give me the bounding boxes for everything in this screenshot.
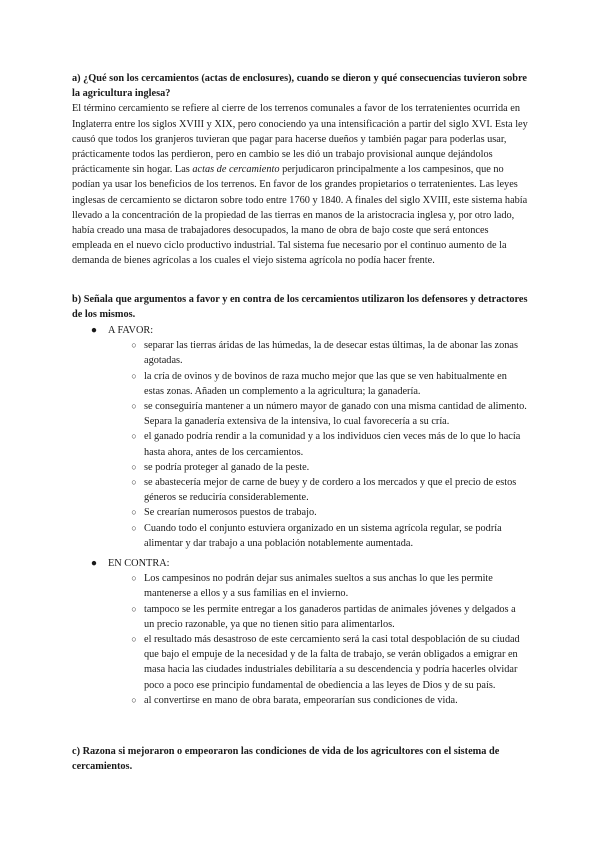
list-item [72,399,528,429]
favor-items [72,338,528,551]
list-item-text: separar las tierras áridas de las húmedas, la de desecar estas últimas, la de abonar las zonas agotadas. [144,340,518,367]
list-item-text: la cría de ovinos y de bovinos de raza mucho mejor que las que se ven habitualmente en estas zonas. Añaden un complemento a la agricultura; la ganadería. [144,370,507,397]
list-item-text: al convertirse en mano de obra barata, empeorarían sus condiciones de vida. [144,694,458,706]
bullet-dot-icon: ● [90,325,98,336]
contra-heading [72,556,528,571]
list-item [72,602,528,632]
circle-bullet-icon: ○ [131,477,137,488]
question-c: c) Razona si mejoraron o empeoraron las condiciones de vida de los agricultores con el sistema de cercamientos. [72,746,500,773]
list-item [72,571,528,601]
circle-bullet-icon: ○ [131,507,137,518]
list-item [72,460,528,475]
question-a: a) ¿Qué son los cercamientos (actas de enclosures), cuando se dieron y qué consecuencias tuvieron sobre la agricultura inglesa? [72,73,527,100]
circle-bullet-icon: ○ [131,573,137,584]
list-item-text: tampoco se les permite entregar a los ganaderos partidas de animales jóvenes y delgados a un precio razonable, ya que no tienen sitio para alimentarlos. [144,603,516,630]
bullet-dot-icon: ● [90,558,98,569]
section-a [72,71,528,269]
answer-a [72,101,528,268]
favor-list [72,323,528,551]
list-item-text: se conseguiría mantener a un número mayor de ganado con una misma cantidad de alimento. Separa la ganadería extensiva de la intensiva, lo cual favorecería a su cría. [144,401,527,428]
answer-a-italic-term: actas de cercamiento [192,164,280,176]
contra-items [72,571,528,708]
list-item [72,693,528,708]
section-b-question-block [72,292,528,322]
circle-bullet-icon: ○ [131,603,137,614]
circle-bullet-icon: ○ [131,401,137,412]
list-item-text: Cuando todo el conjunto estuviera organizado en un sistema agrícola regular, se podría alimentar y dar trabajo a una población notablemente aumentada. [144,522,502,549]
list-item [72,429,528,459]
list-item [72,475,528,505]
circle-bullet-icon: ○ [131,522,137,533]
circle-bullet-icon: ○ [131,370,137,381]
list-item-text: se abastecería mejor de carne de buey y de cordero a los mercados y que el precio de estos géneros se reduciría considerablemente. [144,477,517,504]
circle-bullet-icon: ○ [131,431,137,442]
list-item [72,521,528,551]
favor-heading [72,323,528,338]
answer-a-part-2: perjudicaron principalmente a los campesinos, que no podían ya usar los beneficios de los terrenos. En favor de los grandes propietarios o terratenientes. Las leyes inglesas de cercamiento se dictaron sobre todo entre 1760 y 1840. A finales del siglo XVIII, este sistema había llevado a la concentración de la propiedad de las tierras en manos de la aristocracia inglesa y, por otro lado, había creado una masa de trabajadores desocupados, la mano de obra de bajo coste que será entonces empleada en el nuevo ciclo productivo industrial. Tal sistema fue necesario por el continuo aumento de la demanda de bienes agrícolas a los cuales el viejo sistema agrícola no podía hacer frente. [72,164,528,267]
list-item [72,632,528,693]
answer-a-part-1: El término cercamiento se refiere al cierre de los terrenos comunales a favor de los terratenientes ocurrida en Inglaterra entre los siglos XVIII y XIX, pero conociendo ya una intensificación a partir del siglo XVI. Esta ley causó que todos los granjeros tuvieran que pagar para hacerse dueños y también pagar para poderlas usar, prácticamente todos las perdieron, pero en cambio se les dió un trabajo provisional aunque dejándolos prácticamente sin hogar. Las [72,103,528,176]
list-item-text: el ganado podría rendir a la comunidad y a los individuos cien veces más de lo que lo hacía hasta ahora, antes de los cercamientos. [144,431,521,458]
favor-label: A FAVOR: [108,325,154,336]
contra-label: EN CONTRA: [108,558,170,569]
list-item [72,505,528,520]
circle-bullet-icon: ○ [131,461,137,472]
section-c [72,744,528,774]
list-item-text: se podría proteger al ganado de la peste. [144,461,310,473]
list-item [72,369,528,399]
circle-bullet-icon: ○ [131,634,137,645]
circle-bullet-icon: ○ [131,694,137,705]
circle-bullet-icon: ○ [131,340,137,351]
list-item [72,338,528,368]
list-item-text: el resultado más desastroso de este cercamiento será la casi total despoblación de su ciudad que bajo el empuje de la necesidad y de la falta de trabajo, se verán obligados a emigrar en masa hacia las ciudades industriales debilitaría a su descendencia y podría hacerles olvidar poco a poco ese principio fundamental de obediencia a las leyes de Dios y de su país. [144,634,520,691]
contra-list [72,556,528,708]
list-item-text: Los campesinos no podrán dejar sus animales sueltos a sus anchas lo que les permite mantenerse a ellos y a sus familias en el invierno. [144,573,493,600]
list-item-text: Se crearían numerosos puestos de trabajo. [144,507,317,519]
question-b: b) Señala que argumentos a favor y en contra de los cercamientos utilizaron los defensores y detractores de los mismos. [72,294,528,321]
